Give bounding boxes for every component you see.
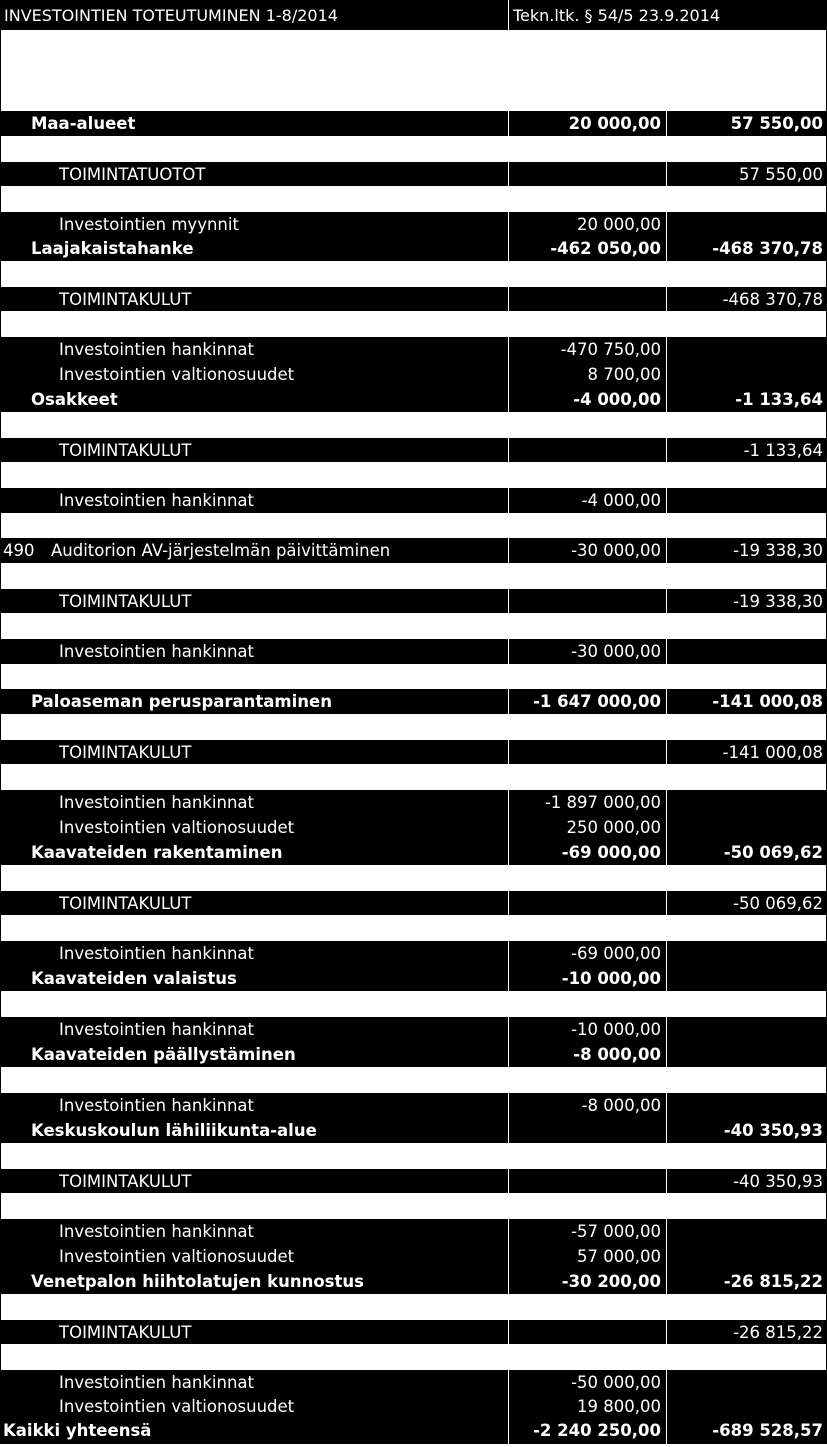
budget-cell[interactable] [508,891,666,915]
label-cell[interactable] [0,664,508,689]
table-row [0,1093,827,1118]
label-cell[interactable] [0,1219,508,1244]
label-cell[interactable] [0,1042,508,1067]
table-row [0,1219,827,1244]
committee-reference[interactable]: Tekn.ltk. § 54/5 23.9.2014 [508,0,827,30]
actual-cell[interactable] [666,1067,827,1093]
label-cell[interactable] [0,1344,508,1370]
actual-cell[interactable] [666,488,827,513]
table-row [0,162,827,186]
label-cell[interactable] [0,488,508,513]
budget-cell[interactable]: 20 000,00 [508,111,666,136]
row-label: Kaavateiden valaistus [31,969,237,988]
project-row [0,966,827,991]
actual-cell[interactable]: -26 815,22 [666,1269,827,1294]
actual-cell[interactable] [666,1193,827,1219]
table-row [0,1017,827,1042]
actual-cell[interactable] [666,613,827,639]
label-cell[interactable] [0,1269,508,1294]
row-label: Maa-alueet [31,114,136,133]
budget-cell[interactable]: -50 000,00 [508,1370,666,1395]
actual-cell[interactable] [666,362,827,387]
actual-cell[interactable] [666,1244,827,1269]
label-cell[interactable] [0,589,508,613]
budget-cell[interactable]: -470 750,00 [508,337,666,362]
budget-cell[interactable]: -8 000,00 [508,1042,666,1067]
project-row [0,387,827,412]
table-row [0,362,827,387]
budget-cell[interactable]: -2 240 250,00 [508,1417,666,1444]
sheet-title[interactable]: INVESTOINTIEN TOTEUTUMINEN 1-8/2014 [0,0,508,30]
row-label: Investointien hankinnat [59,340,255,359]
actual-cell[interactable] [666,412,827,438]
label-cell[interactable] [0,891,508,915]
project-row [0,840,827,865]
label-cell[interactable] [0,387,508,412]
table-row [0,815,827,840]
spacer-row [0,991,827,1017]
label-cell[interactable] [0,790,508,815]
label-cell[interactable] [0,840,508,865]
label-cell[interactable] [0,714,508,740]
budget-cell[interactable] [508,261,666,287]
actual-cell[interactable] [666,1395,827,1417]
row-label: Investointien hankinnat [59,642,255,661]
actual-cell[interactable] [666,714,827,740]
spacer-row [0,664,827,689]
budget-cell[interactable]: 250 000,00 [508,815,666,840]
budget-cell[interactable] [508,1143,666,1169]
budget-cell[interactable] [508,438,666,462]
label-cell[interactable] [0,1417,508,1444]
label-cell[interactable] [0,311,508,337]
spacer-row [0,311,827,337]
budget-cell[interactable] [508,412,666,438]
label-cell[interactable] [0,30,508,111]
spacer-row [0,136,827,162]
budget-cell[interactable] [508,563,666,589]
label-cell[interactable] [0,1093,508,1118]
budget-cell[interactable] [508,1344,666,1370]
project-row [0,1042,827,1067]
actual-cell[interactable] [666,212,827,236]
table-row [0,1169,827,1193]
row-label: TOIMINTAKULUT [59,742,192,762]
spacer-row [0,462,827,488]
label-cell[interactable] [0,1320,508,1344]
actual-cell[interactable]: -19 338,30 [666,589,827,613]
budget-cell[interactable] [508,462,666,488]
budget-cell[interactable] [508,136,666,162]
row-label: Osakkeet [31,390,118,409]
label-cell[interactable] [0,287,508,311]
project-code: 490 [3,541,35,560]
budget-cell[interactable] [508,186,666,212]
label-cell[interactable] [0,337,508,362]
row-label: Investointien hankinnat [59,491,255,510]
label-cell[interactable] [0,513,508,538]
row-label: TOIMINTAKULUT [59,440,192,460]
budget-cell[interactable] [508,1169,666,1193]
actual-cell[interactable]: -19 338,30 [666,538,827,563]
actual-cell[interactable]: 57 550,00 [666,111,827,136]
budget-cell[interactable] [508,1320,666,1344]
budget-cell[interactable] [508,764,666,790]
budget-cell[interactable]: -8 000,00 [508,1093,666,1118]
actual-cell[interactable]: -468 370,78 [666,236,827,261]
spacer-row [0,513,827,538]
table-row [0,1370,827,1395]
label-cell[interactable] [0,815,508,840]
row-label: TOIMINTAKULUT [59,289,192,309]
budget-cell[interactable]: -30 000,00 [508,639,666,664]
spacer-row [0,186,827,212]
project-row [0,1417,827,1444]
label-cell[interactable] [0,613,508,639]
spacer-row [0,714,827,740]
actual-cell[interactable]: -1 133,64 [666,438,827,462]
row-label: TOIMINTAKULUT [59,1322,192,1342]
budget-cell[interactable]: -57 000,00 [508,1219,666,1244]
row-label: TOIMINTAKULUT [59,1171,192,1191]
actual-cell[interactable] [666,1017,827,1042]
budget-cell[interactable]: 19 800,00 [508,1395,666,1417]
budget-cell[interactable] [508,740,666,764]
budget-cell[interactable] [508,714,666,740]
header-row [0,0,827,30]
budget-cell[interactable] [508,865,666,891]
spacer-row [0,1067,827,1093]
budget-cell[interactable]: -1 647 000,00 [508,689,666,714]
row-label: Investointien hankinnat [59,1020,255,1039]
actual-cell[interactable] [666,664,827,689]
spacer-row [0,412,827,438]
budget-cell[interactable]: -4 000,00 [508,488,666,513]
table-row [0,287,827,311]
row-label: Paloaseman perusparantaminen [31,692,332,711]
project-row [0,1118,827,1143]
row-label: Investointien valtionosuudet [59,365,295,384]
budget-cell[interactable]: 20 000,00 [508,212,666,236]
budget-cell[interactable] [508,613,666,639]
row-label: Investointien valtionosuudet [59,818,295,837]
actual-cell[interactable]: -40 350,93 [666,1118,827,1143]
row-label: TOIMINTAKULUT [59,591,192,611]
label-cell[interactable] [0,136,508,162]
budget-cell[interactable] [508,311,666,337]
actual-cell[interactable] [666,865,827,891]
actual-cell[interactable] [666,991,827,1017]
budget-cell[interactable]: 8 700,00 [508,362,666,387]
project-row [0,236,827,261]
label-cell[interactable] [0,563,508,589]
table-row [0,639,827,664]
actual-cell[interactable]: -26 815,22 [666,1320,827,1344]
label-cell[interactable] [0,689,508,714]
table-row [0,212,827,236]
budget-cell[interactable] [508,1294,666,1320]
row-label: Laajakaistahanke [31,239,194,258]
actual-cell[interactable]: -468 370,78 [666,287,827,311]
spacer-row [0,563,827,589]
row-label: Venetpalon hiihtolatujen kunnostus [31,1272,364,1291]
label-cell[interactable] [0,941,508,966]
table-row [0,438,827,462]
row-label: Investointien hankinnat [59,1373,255,1392]
table-row [0,941,827,966]
budget-cell[interactable]: -4 000,00 [508,387,666,412]
actual-cell[interactable] [666,462,827,488]
table-row [0,337,827,362]
row-label: Kaikki yhteensä [3,1421,152,1440]
label-cell[interactable] [0,212,508,236]
actual-cell[interactable] [666,764,827,790]
row-label: Kaavateiden päällystäminen [31,1045,296,1064]
spacer-row [0,1344,827,1370]
actual-cell[interactable]: -1 133,64 [666,387,827,412]
label-cell[interactable] [0,1118,508,1143]
project-row [0,1269,827,1294]
table-row [0,538,827,563]
actual-cell[interactable]: -141 000,08 [666,689,827,714]
budget-cell[interactable] [508,513,666,538]
budget-cell[interactable]: 57 000,00 [508,1244,666,1269]
actual-cell[interactable] [666,136,827,162]
label-cell[interactable] [0,1370,508,1395]
row-label: Kaavateiden rakentaminen [31,843,283,862]
budget-cell[interactable]: -69 000,00 [508,840,666,865]
spacer-row [0,865,827,891]
actual-cell[interactable] [666,790,827,815]
spacer-row [0,30,827,111]
label-cell[interactable] [0,438,508,462]
actual-cell[interactable]: -50 069,62 [666,891,827,915]
row-label: Keskuskoulun lähiliikunta-alue [31,1121,317,1140]
row-label: Investointien hankinnat [59,1222,255,1241]
label-cell[interactable] [0,1244,508,1269]
budget-cell[interactable] [508,30,666,111]
budget-cell[interactable]: -1 897 000,00 [508,790,666,815]
actual-cell[interactable] [666,1219,827,1244]
actual-cell[interactable] [666,337,827,362]
row-label: Investointien hankinnat [59,1096,255,1115]
label-cell[interactable] [0,236,508,261]
label-cell[interactable] [0,186,508,212]
actual-cell[interactable] [666,639,827,664]
budget-cell[interactable]: -69 000,00 [508,941,666,966]
actual-cell[interactable] [666,966,827,991]
label-cell[interactable] [0,764,508,790]
actual-cell[interactable] [666,815,827,840]
label-cell[interactable] [0,362,508,387]
actual-cell[interactable] [666,941,827,966]
label-cell[interactable] [0,639,508,664]
budget-cell[interactable]: -30 200,00 [508,1269,666,1294]
table-row [0,790,827,815]
actual-cell[interactable]: -141 000,08 [666,740,827,764]
row-label: Investointien hankinnat [59,944,255,963]
label-cell[interactable] [0,915,508,941]
table-row [0,740,827,764]
label-cell[interactable] [0,1294,508,1320]
label-cell[interactable] [0,865,508,891]
spacer-row [0,1294,827,1320]
table-row [0,891,827,915]
label-cell[interactable] [0,991,508,1017]
actual-cell[interactable]: -40 350,93 [666,1169,827,1193]
actual-cell[interactable] [666,563,827,589]
budget-cell[interactable] [508,162,666,186]
label-cell[interactable] [0,1017,508,1042]
actual-cell[interactable] [666,1093,827,1118]
table-row [0,1244,827,1269]
actual-cell[interactable] [666,513,827,538]
actual-cell[interactable] [666,311,827,337]
budget-cell[interactable]: -462 050,00 [508,236,666,261]
label-cell[interactable] [0,462,508,488]
label-cell[interactable] [0,538,508,563]
budget-cell[interactable]: -10 000,00 [508,966,666,991]
budget-cell[interactable]: -30 000,00 [508,538,666,563]
label-cell[interactable] [0,162,508,186]
table-row [0,488,827,513]
label-cell[interactable] [0,412,508,438]
actual-cell[interactable] [666,1370,827,1395]
label-cell[interactable] [0,1067,508,1093]
row-label: TOIMINTAKULUT [59,893,192,913]
budget-cell[interactable] [508,664,666,689]
spacer-row [0,1143,827,1169]
actual-cell[interactable] [666,261,827,287]
budget-cell[interactable] [508,287,666,311]
label-cell[interactable] [0,1169,508,1193]
label-cell[interactable] [0,1143,508,1169]
budget-cell[interactable] [508,991,666,1017]
table-row [0,589,827,613]
actual-cell[interactable]: 57 550,00 [666,162,827,186]
spacer-row [0,261,827,287]
table-row [0,1395,827,1417]
label-cell[interactable] [0,1395,508,1417]
spacer-row [0,1193,827,1219]
project-row [0,111,827,136]
spacer-row [0,915,827,941]
label-cell[interactable] [0,966,508,991]
budget-cell[interactable] [508,1067,666,1093]
budget-cell[interactable] [508,1118,666,1143]
actual-cell[interactable]: -689 528,57 [666,1417,827,1444]
actual-cell[interactable] [666,1344,827,1370]
row-label: Auditorion AV-järjestelmän päivittäminen [51,541,391,560]
label-cell[interactable] [0,261,508,287]
spacer-row [0,613,827,639]
table-row [0,1320,827,1344]
label-cell[interactable] [0,1193,508,1219]
actual-cell[interactable] [666,30,827,111]
row-label: Investointien valtionosuudet [59,1396,295,1416]
actual-cell[interactable] [666,1143,827,1169]
label-cell[interactable] [0,111,508,136]
budget-cell[interactable] [508,1193,666,1219]
budget-cell[interactable]: -10 000,00 [508,1017,666,1042]
actual-cell[interactable] [666,186,827,212]
row-label: Investointien myynnit [59,214,239,234]
row-label: TOIMINTATUOTOT [59,164,206,184]
actual-cell[interactable] [666,915,827,941]
actual-cell[interactable] [666,1294,827,1320]
label-cell[interactable] [0,740,508,764]
budget-cell[interactable] [508,589,666,613]
spacer-row [0,764,827,790]
budget-cell[interactable] [508,915,666,941]
row-label: Investointien hankinnat [59,793,255,812]
actual-cell[interactable] [666,1042,827,1067]
project-row [0,689,827,714]
actual-cell[interactable]: -50 069,62 [666,840,827,865]
row-label: Investointien valtionosuudet [59,1247,295,1266]
